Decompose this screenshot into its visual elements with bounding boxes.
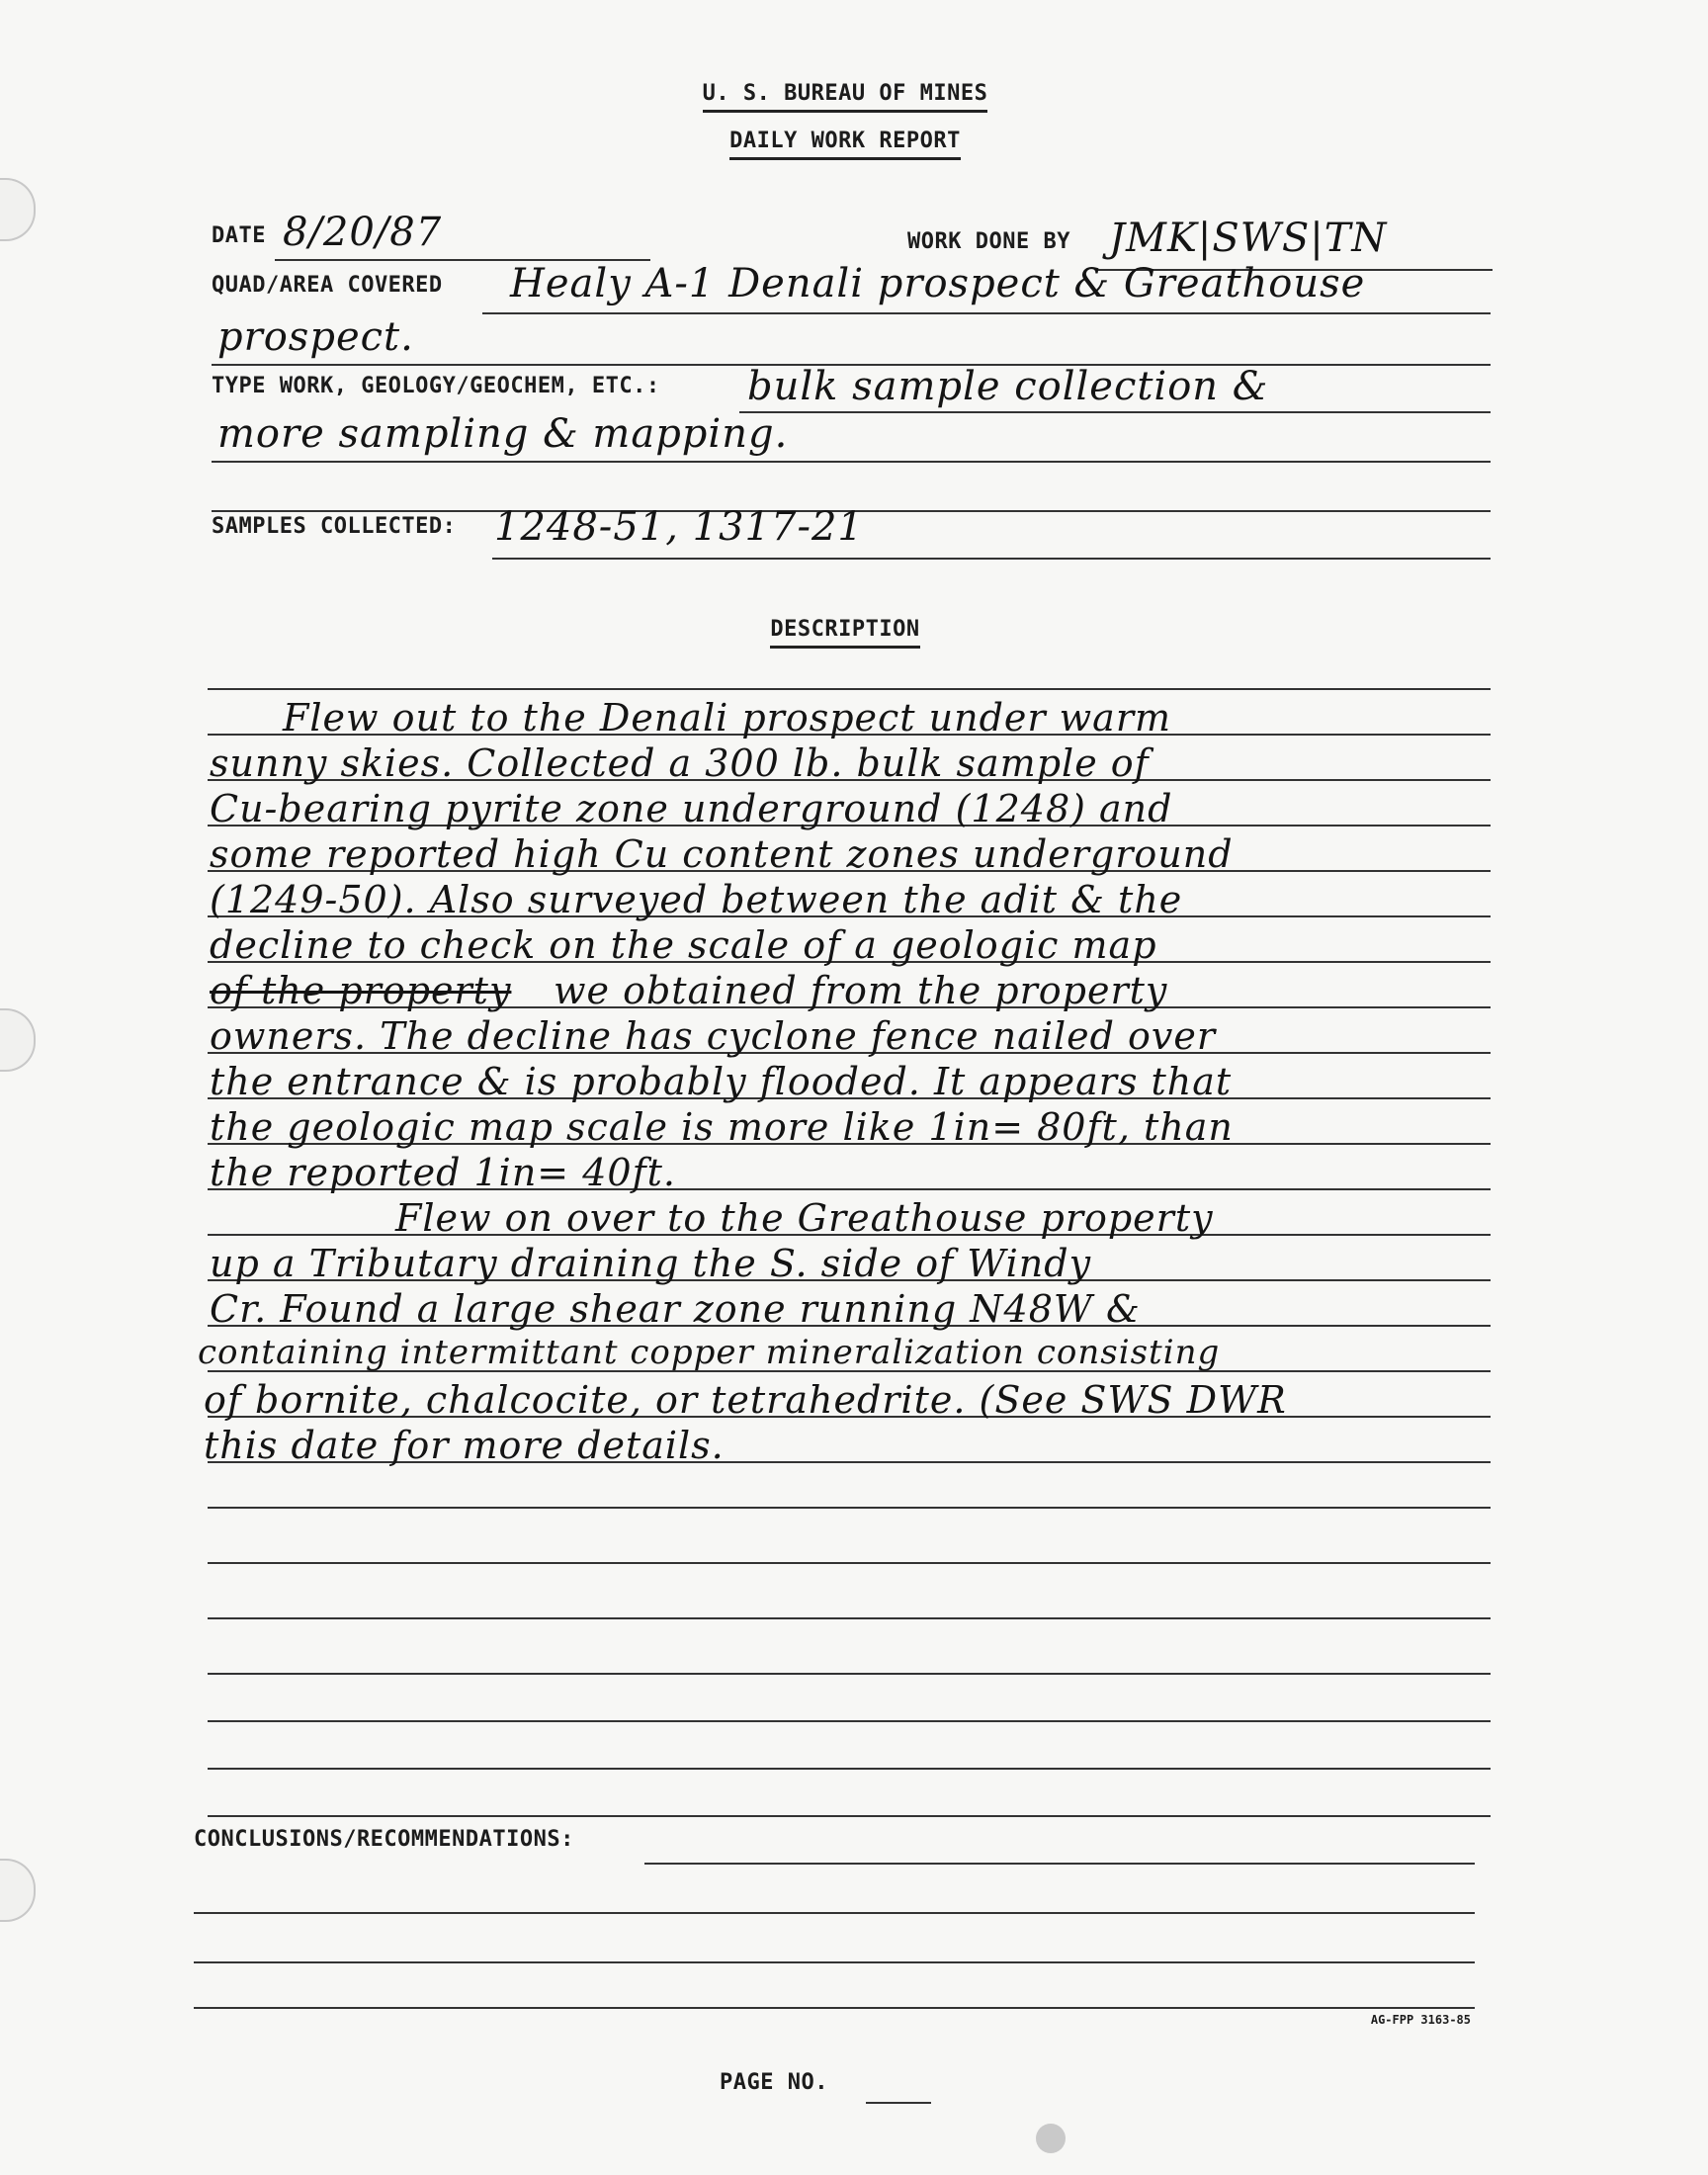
description-line: Cu-bearing pyrite zone underground (1248) and: [210, 787, 1173, 830]
description-line: (1249-50). Also surveyed between the adit & the: [210, 878, 1183, 921]
samples-collected-label: SAMPLES COLLECTED:: [212, 514, 457, 539]
description-line: we obtained from the property: [554, 969, 1168, 1012]
quad-area-value: Healy A-1 Denali prospect & Greathouse: [510, 261, 1366, 306]
type-work-value-cont: more sampling & mapping.: [217, 411, 789, 457]
struck-out-text: of the property: [210, 969, 512, 1012]
description-line: containing intermittant copper mineralization consisting: [198, 1333, 1221, 1372]
punch-hole: [0, 178, 36, 241]
form-title: DAILY WORK REPORT: [0, 129, 1690, 153]
form-number: AG-FPP 3163-85: [1370, 2013, 1471, 2027]
samples-collected-value: 1248-51, 1317-21: [494, 504, 864, 550]
work-done-by-label: WORK DONE BY: [907, 229, 1070, 254]
page-number-label: PAGE NO.: [720, 2070, 828, 2095]
scan-mark: [1036, 2124, 1066, 2153]
type-work-value: bulk sample collection &: [747, 364, 1269, 409]
conclusions-label: CONCLUSIONS/RECOMMENDATIONS:: [194, 1827, 574, 1852]
description-line: some reported high Cu content zones underground: [210, 832, 1234, 876]
description-line: Flew on over to the Greathouse property: [395, 1196, 1214, 1240]
description-heading: DESCRIPTION: [0, 617, 1690, 642]
description-line: Cr. Found a large shear zone running N48W &: [210, 1287, 1141, 1331]
description-line: sunny skies. Collected a 300 lb. bulk sample of: [210, 741, 1150, 785]
date-label: DATE: [212, 223, 266, 248]
quad-area-value-cont: prospect.: [217, 314, 414, 360]
punch-hole: [0, 1008, 36, 1072]
description-line: owners. The decline has cyclone fence nailed over: [210, 1014, 1217, 1058]
description-line: up a Tributary draining the S. side of Windy: [210, 1242, 1092, 1285]
description-line: decline to check on the scale of a geologic map: [210, 923, 1157, 967]
description-line: the reported 1in= 40ft.: [210, 1151, 676, 1194]
date-value: 8/20/87: [283, 210, 443, 255]
quad-area-label: QUAD/AREA COVERED: [212, 273, 443, 298]
description-line: the entrance & is probably flooded. It appears that: [210, 1060, 1233, 1103]
work-done-by-value: JMK|SWS|TN: [1109, 216, 1388, 261]
description-line: of bornite, chalcocite, or tetrahedrite. (See SWS DWR: [204, 1378, 1287, 1422]
description-line: Flew out to the Denali prospect under warm: [283, 696, 1172, 740]
punch-hole: [0, 1859, 36, 1922]
description-line: the geologic map scale is more like 1in= 80ft, than: [210, 1105, 1234, 1149]
agency-title: U. S. BUREAU OF MINES: [0, 81, 1690, 106]
description-line: this date for more details.: [204, 1424, 725, 1467]
type-work-label: TYPE WORK, GEOLOGY/GEOCHEM, ETC.:: [212, 374, 660, 398]
